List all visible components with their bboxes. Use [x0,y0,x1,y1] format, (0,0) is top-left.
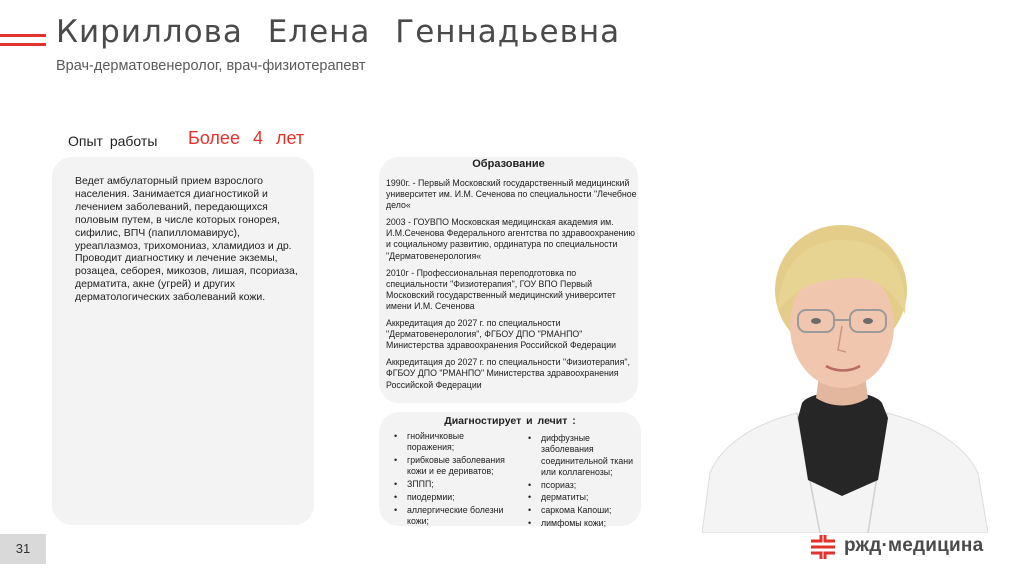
diagnostics-item: • аллергические болезни кожи; [394,505,512,528]
doctor-name: Кириллова Елена Геннадьевна [56,14,621,50]
header-accent-bars [0,34,46,48]
education-title: Образование [472,158,545,170]
diagnostics-item: • грибковые заболевания кожи и ее дериватов; [394,455,512,478]
diagnostics-item: • ЗППП; [394,479,512,490]
diagnostics-item: • пиодермии; [394,492,512,503]
doctor-photo [702,218,988,533]
education-item: Аккредитация до 2027 г. по специальности "Физиотерапия", ФГБОУ ДПО "РМАНПО" Министерства здравоохранения Российской Федерации [386,357,630,390]
diagnostics-list-right [528,433,644,531]
diagnostics-item: • дерматиты; [528,492,644,503]
education-item: 2010г - Профессиональная переподготовка по специальности "Физиотерапия", ГОУ ВПО Первый Московский государственный медицинский университет имени И.М. Сеченова [386,267,616,311]
diagnostics-item: • саркома Капоши; [528,505,644,516]
diagnostics-item: • псориаз; [528,480,644,491]
education-item: Аккредитация до 2027 г. по специальности "Дерматовенерология", ФГБОУ ДПО "РМАНПО" Министерства здравоохранения Российской Федерации [386,318,617,351]
work-description: Ведет амбулаторный прием взрослого населения. Занимается диагностикой и лечением заболеваний, передающихся половым путем, в числе которых гонорея, сифилис, ВПЧ (папилломавирус), уреаплазмоз, трихомониаз, хламидиоз и др. Проводит диагностику и лечение экземы, розацеа, себорея, микозов, лишая, псориаза, дерматита, акне (угрей) и других дерматологических заболеваний кожи. [75,175,298,304]
doctor-portrait-illustration [702,218,988,533]
experience-value: Более 4 лет [188,128,305,148]
accent-bar [0,43,46,46]
rzd-medicine-logo [806,532,1006,562]
accent-bar [0,34,46,37]
diagnostics-list-left [394,431,512,529]
diagnostics-item: • гнойничковые поражения; [394,431,512,454]
education-item: 2003 - ГОУВПО Московская медицинская академия им. И.М.Сеченова Федерального агентства по здравоохранению и социальному развитию, ординатура по специальности "Дерматовенерология« [386,217,635,261]
education-list [386,178,638,397]
diagnostics-title: Диагностирует и лечит : [444,415,576,427]
doctor-position: Врач-дерматовенеролог, врач-физиотерапевт [56,58,366,74]
education-item: 1990г. - Первый Московский государственный медицинский университет им. И.М. Сеченова по специальности "Лечебное дело« [386,178,637,211]
page-number: 31 [0,534,46,564]
diagnostics-item: • лимфомы кожи; [528,518,644,529]
experience-label: Опыт работы [68,133,158,149]
diagnostics-item: • диффузные заболевания соединительной ткани или коллагенозы; [528,433,644,478]
logo-text: ржд·медицина [844,535,984,556]
rzd-logo-icon [808,532,838,562]
